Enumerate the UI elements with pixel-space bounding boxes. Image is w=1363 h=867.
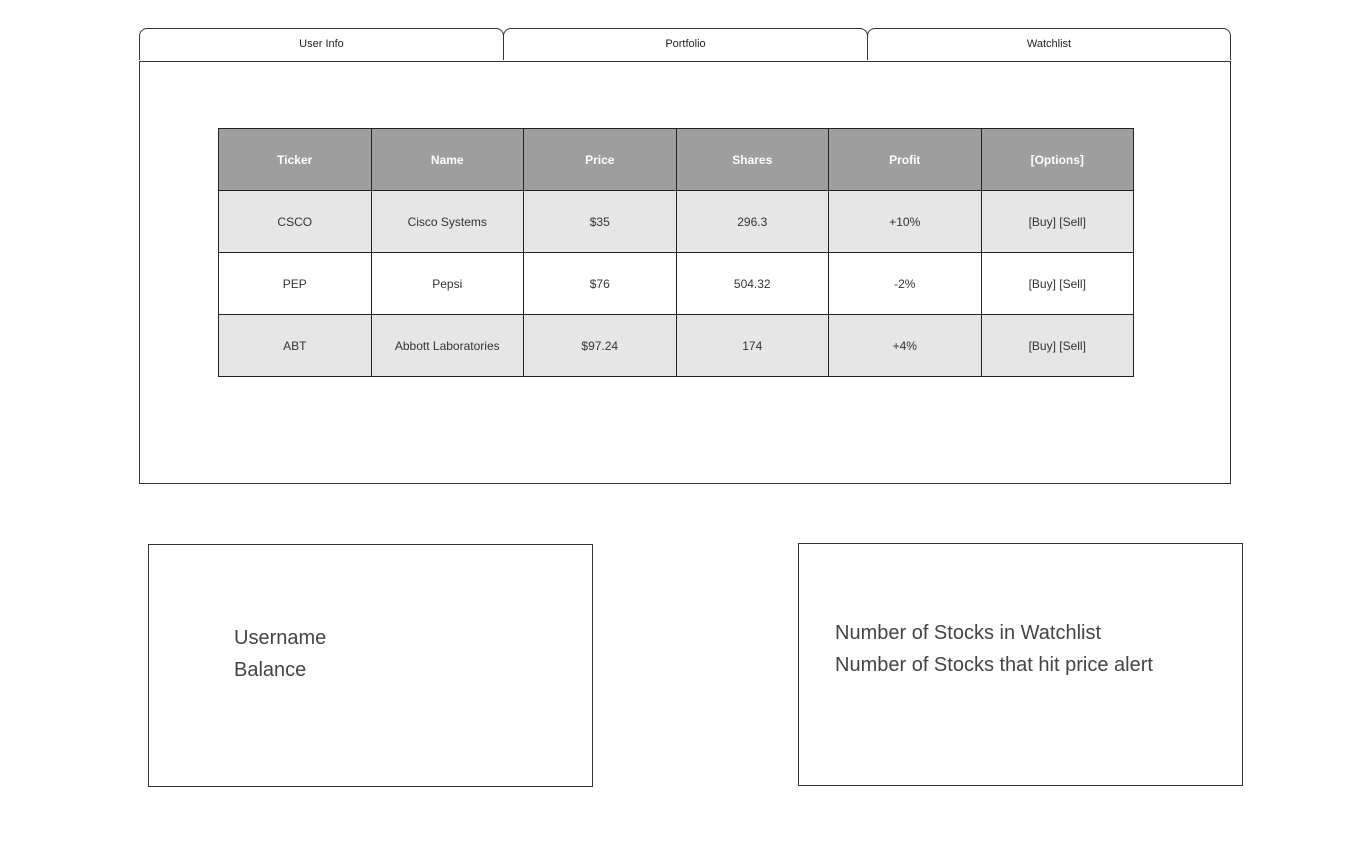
cell-ticker: PEP <box>219 253 372 315</box>
tab-user-info[interactable]: User Info <box>139 28 504 60</box>
cell-profit: +4% <box>829 315 982 377</box>
cell-profit: -2% <box>829 253 982 315</box>
cell-price: $35 <box>524 191 677 253</box>
cell-shares: 504.32 <box>676 253 829 315</box>
cell-shares: 174 <box>676 315 829 377</box>
cell-ticker: CSCO <box>219 191 372 253</box>
price-alert-count-label: Number of Stocks that hit price alert <box>835 654 1153 676</box>
cell-name: Cisco Systems <box>371 191 524 253</box>
cell-name: Pepsi <box>371 253 524 315</box>
balance-label: Balance <box>234 659 307 681</box>
cell-options-buy-sell[interactable]: [Buy] [Sell] <box>981 191 1134 253</box>
watchlist-summary-box <box>798 543 1243 786</box>
column-header-name: Name <box>371 129 524 191</box>
cell-profit: +10% <box>829 191 982 253</box>
table-row <box>219 315 1134 377</box>
column-header-price: Price <box>524 129 677 191</box>
cell-options-buy-sell[interactable]: [Buy] [Sell] <box>981 253 1134 315</box>
portfolio-table <box>218 128 1134 377</box>
column-header-shares: Shares <box>676 129 829 191</box>
table-row <box>219 191 1134 253</box>
cell-shares: 296.3 <box>676 191 829 253</box>
cell-price: $76 <box>524 253 677 315</box>
cell-options-buy-sell[interactable]: [Buy] [Sell] <box>981 315 1134 377</box>
tab-watchlist[interactable]: Watchlist <box>867 28 1231 60</box>
column-header-options: [Options] <box>981 129 1134 191</box>
column-header-ticker: Ticker <box>219 129 372 191</box>
cell-ticker: ABT <box>219 315 372 377</box>
cell-name: Abbott Laboratories <box>371 315 524 377</box>
watchlist-count-label: Number of Stocks in Watchlist <box>835 622 1102 644</box>
column-header-profit: Profit <box>829 129 982 191</box>
tab-portfolio[interactable]: Portfolio <box>503 28 868 60</box>
cell-price: $97.24 <box>524 315 677 377</box>
table-row <box>219 253 1134 315</box>
user-summary-box <box>148 544 593 787</box>
username-label: Username <box>234 627 327 649</box>
table-header-row <box>219 129 1134 191</box>
